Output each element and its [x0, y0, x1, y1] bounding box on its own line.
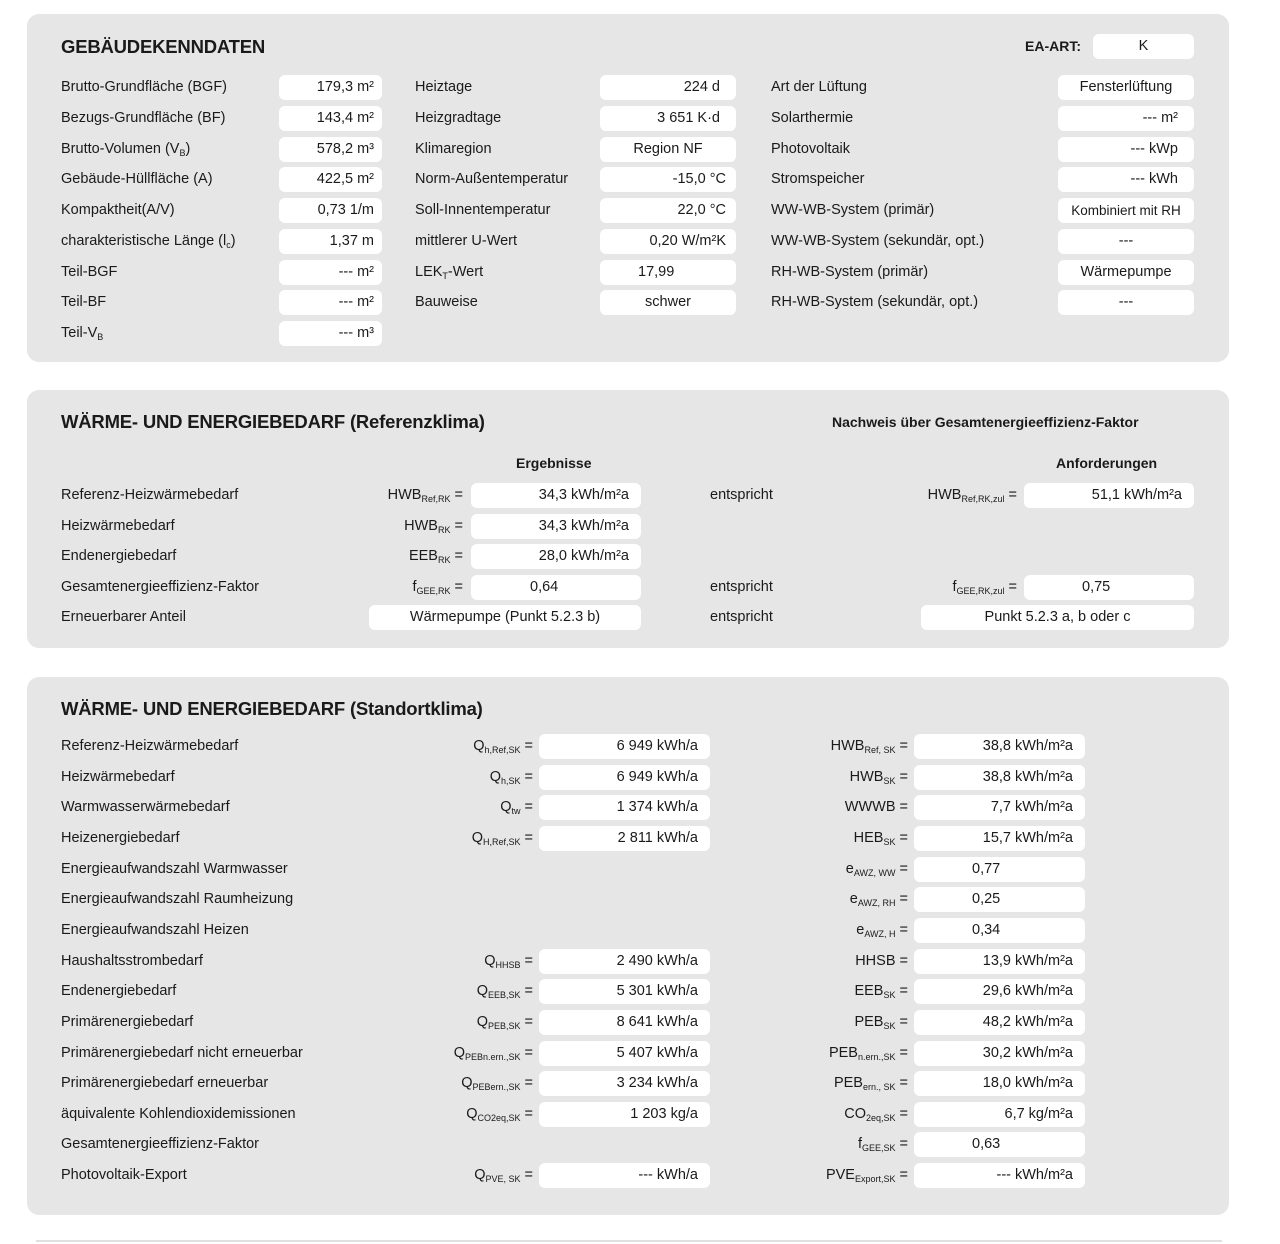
q-formula — [397, 830, 533, 846]
symbol-subscript: H,Ref,SK — [482, 836, 521, 847]
symbol: e — [856, 921, 865, 938]
symbol: Q — [500, 799, 512, 816]
equals: = — [450, 548, 463, 564]
symbol-subscript: SK — [883, 1020, 896, 1031]
standort-label: Energieaufwandszahl Warmwasser — [61, 860, 288, 877]
specific-value: 18,0 kWh/m²a — [914, 1071, 1085, 1096]
specific-value: 30,2 kWh/m²a — [914, 1041, 1085, 1066]
q-formula — [397, 953, 533, 969]
divider — [36, 1240, 1222, 1242]
kenndaten-value: --- m² — [279, 260, 382, 285]
specific-value: 38,8 kWh/m²a — [914, 734, 1085, 759]
specific-formula — [767, 1167, 908, 1183]
symbol-subscript: 2eq,SK — [865, 1112, 896, 1123]
label-text: Klimaregion — [415, 140, 492, 157]
specific-value: 0,77 — [914, 857, 1085, 882]
label-text: Gebäude-Hüllfläche (A) — [61, 171, 213, 188]
kenndaten-label — [61, 325, 103, 341]
specific-value: 38,8 kWh/m²a — [914, 765, 1085, 790]
q-value: 2 490 kWh/a — [539, 949, 710, 974]
q-value: 2 811 kWh/a — [539, 826, 710, 851]
referenz-label: Heizwärmebedarf — [61, 517, 175, 534]
q-formula — [397, 769, 533, 785]
label-text-suffix: ) — [230, 232, 236, 249]
referenz-value: 0,64 — [471, 575, 641, 600]
standort-label: äquivalente Kohlendioxidemissionen — [61, 1105, 296, 1122]
symbol: EEB — [408, 548, 438, 564]
equals: = — [520, 983, 533, 1000]
gebaeudekenndaten-panel — [27, 14, 1229, 362]
equals: = — [895, 921, 908, 938]
equals: = — [895, 1136, 908, 1153]
symbol: PVE — [825, 1167, 855, 1184]
kenndaten-value: --- kWh — [1058, 167, 1194, 192]
specific-formula — [767, 738, 908, 754]
equals: = — [895, 983, 908, 1000]
q-formula — [397, 1014, 533, 1030]
q-formula — [397, 1045, 533, 1061]
kenndaten-label — [415, 79, 472, 95]
kenndaten-label — [415, 233, 517, 249]
label-subscript: c — [226, 239, 231, 250]
kenndaten-value: 578,2 m³ — [279, 137, 382, 162]
symbol-subscript: PEBern.,SK — [472, 1082, 521, 1093]
kenndaten-value: schwer — [600, 290, 736, 315]
symbol-subscript: SK — [883, 775, 896, 786]
specific-formula — [767, 1014, 908, 1030]
specific-value: 0,25 — [914, 887, 1085, 912]
specific-value: 15,7 kWh/m²a — [914, 826, 1085, 851]
symbol-subscript: n.ern.,SK — [857, 1051, 896, 1062]
ergebnisse-header: Ergebnisse — [516, 455, 592, 471]
kenndaten-label: Art der Lüftung — [771, 79, 867, 95]
standort-label: Energieaufwandszahl Raumheizung — [61, 891, 294, 908]
specific-formula — [767, 983, 908, 999]
kenndaten-value: --- — [1058, 229, 1194, 254]
label-text: Heiztage — [415, 79, 473, 95]
equals: = — [895, 768, 908, 785]
referenz-label: Referenz-Heizwärmebedarf — [61, 487, 239, 503]
symbol: Q — [473, 738, 485, 754]
standort-label: Haushaltsstrombedarf — [61, 952, 203, 969]
kenndaten-value: Fensterlüftung — [1058, 75, 1194, 100]
symbol-subscript: SK — [883, 836, 896, 847]
equals: = — [895, 1105, 908, 1122]
referenz-value: 28,0 kWh/m²a — [471, 544, 641, 569]
standort-label: Photovoltaik-Export — [61, 1167, 187, 1184]
equals: = — [895, 829, 908, 846]
referenz-label: Gesamtenergieeffizienz-Faktor — [61, 578, 259, 595]
symbol-subscript: AWZ, WW — [853, 867, 896, 878]
q-formula — [397, 1167, 533, 1183]
standort-label: Heizenergiebedarf — [61, 829, 180, 846]
equals: = — [450, 578, 463, 595]
symbol: CO — [844, 1105, 866, 1122]
anforderung-value: 0,75 — [1024, 575, 1194, 600]
q-value: 1 203 kg/a — [539, 1102, 710, 1127]
referenz-formula — [327, 548, 463, 564]
specific-value: 6,7 kg/m²a — [914, 1102, 1085, 1127]
kenndaten-label — [61, 171, 213, 187]
symbol: e — [845, 860, 854, 877]
symbol: EEB — [854, 983, 884, 1000]
symbol: Q — [461, 1075, 473, 1092]
specific-formula — [767, 1106, 908, 1122]
equals: = — [450, 487, 463, 503]
specific-formula — [767, 769, 908, 785]
panel-title: WÄRME- UND ENERGIEBEDARF (Standortklima) — [61, 698, 483, 719]
specific-formula — [767, 891, 908, 907]
kenndaten-value: Wärmepumpe — [1058, 260, 1194, 285]
label-text: Teil-V — [61, 325, 98, 341]
symbol-subscript: GEE,SK — [861, 1143, 896, 1154]
equals: = — [895, 1167, 908, 1184]
kenndaten-value: --- — [1058, 290, 1194, 315]
kenndaten-value: --- m² — [279, 290, 382, 315]
symbol-subscript: RK — [437, 524, 451, 535]
symbol: PEB — [854, 1013, 884, 1030]
kenndaten-label — [61, 233, 236, 249]
kenndaten-label — [61, 110, 225, 126]
symbol: WWWB — [844, 799, 896, 816]
anforderung-formula — [877, 487, 1017, 503]
specific-value: 48,2 kWh/m²a — [914, 1010, 1085, 1035]
kenndaten-label — [61, 294, 106, 310]
equals: = — [520, 799, 533, 816]
symbol-subscript: h,Ref,SK — [484, 745, 521, 755]
label-text: Teil-BF — [61, 294, 107, 311]
symbol: HWB — [404, 517, 438, 534]
q-formula — [397, 799, 533, 815]
ea-art-label: EA-ART: — [1025, 38, 1081, 54]
referenz-label: Endenergiebedarf — [61, 548, 177, 564]
q-formula — [397, 738, 533, 754]
equals: = — [520, 952, 533, 969]
kenndaten-label — [415, 202, 550, 218]
equals: = — [520, 1167, 533, 1184]
specific-formula — [767, 799, 908, 815]
symbol: Q — [453, 1044, 465, 1061]
kenndaten-value: Region NF — [600, 137, 736, 162]
anforderung-value: 51,1 kWh/m²a — [1024, 483, 1194, 508]
standort-label: Warmwasserwärmebedarf — [61, 799, 230, 816]
symbol-subscript: PEB,SK — [487, 1020, 521, 1031]
specific-value: --- kWh/m²a — [914, 1163, 1085, 1188]
specific-formula — [767, 830, 908, 846]
kenndaten-value: 22,0 °C — [600, 198, 736, 223]
equals: = — [895, 1013, 908, 1030]
standort-label: Heizwärmebedarf — [61, 768, 175, 785]
kenndaten-label — [61, 264, 117, 280]
specific-formula — [767, 1045, 908, 1061]
symbol-subscript: Ref,RK,zul — [961, 494, 1005, 504]
symbol: HWB — [927, 487, 962, 503]
symbol: Q — [476, 983, 488, 1000]
equals: = — [520, 1105, 533, 1122]
symbol-subscript: ern., SK — [862, 1082, 896, 1093]
kenndaten-value: Kombiniert mit RH — [1058, 198, 1194, 223]
anforderung-formula — [877, 579, 1017, 595]
kenndaten-label: Solarthermie — [771, 109, 854, 126]
kenndaten-label: Stromspeicher — [771, 171, 865, 188]
specific-value: 7,7 kWh/m²a — [914, 795, 1085, 820]
referenz-formula — [327, 518, 463, 534]
equals: = — [1004, 578, 1017, 595]
specific-formula — [767, 1075, 908, 1091]
symbol: f — [857, 1136, 862, 1153]
ea-art-value: K — [1093, 34, 1194, 59]
equals: = — [895, 1075, 908, 1092]
q-value: 1 374 kWh/a — [539, 795, 710, 820]
symbol: Q — [489, 768, 501, 785]
symbol: HWB — [830, 738, 865, 754]
kenndaten-value: --- m² — [1058, 106, 1194, 131]
label-text: Teil-BGF — [61, 263, 118, 280]
symbol-subscript: RK — [437, 555, 451, 565]
kenndaten-label — [415, 110, 501, 126]
label-text-suffix: -Wert — [447, 263, 484, 280]
symbol: f — [412, 578, 417, 595]
kenndaten-label — [61, 202, 175, 218]
q-value: 8 641 kWh/a — [539, 1010, 710, 1035]
specific-value: 0,63 — [914, 1132, 1085, 1157]
symbol-subscript: AWZ, H — [864, 928, 896, 939]
status-text: entspricht — [710, 487, 773, 503]
kenndaten-label: WW-WB-System (sekundär, opt.) — [771, 232, 985, 249]
kenndaten-label: Photovoltaik — [771, 140, 850, 157]
q-formula — [397, 1075, 533, 1091]
label-text-suffix: ) — [185, 140, 191, 157]
kenndaten-label — [61, 79, 227, 95]
status-text: entspricht — [710, 609, 773, 625]
specific-formula — [767, 922, 908, 938]
equals: = — [520, 1044, 533, 1061]
kenndaten-label — [415, 141, 492, 157]
symbol-subscript: PEBn.ern.,SK — [464, 1051, 521, 1062]
standort-label: Primärenergiebedarf — [61, 1013, 194, 1030]
standort-label: Energieaufwandszahl Heizen — [61, 921, 249, 938]
kenndaten-label — [415, 171, 568, 187]
panel-title: GEBÄUDEKENNDATEN — [61, 36, 266, 57]
label-text: Heizgradtage — [415, 109, 502, 126]
symbol-subscript: tw — [511, 806, 521, 817]
kenndaten-value: 3 651 K·d — [600, 106, 736, 131]
label-text: mittlerer U-Wert — [415, 232, 518, 249]
kenndaten-label — [415, 264, 483, 280]
symbol: Q — [474, 1167, 486, 1184]
symbol: Q — [466, 1105, 478, 1122]
label-text: charakteristische Länge (l — [61, 232, 227, 249]
equals: = — [895, 952, 908, 969]
standortklima-panel — [27, 677, 1229, 1215]
standort-label: Primärenergiebedarf erneuerbar — [61, 1075, 269, 1092]
referenz-formula — [327, 579, 463, 595]
symbol: PEB — [828, 1044, 858, 1061]
referenz-value: 34,3 kWh/m²a — [471, 483, 641, 508]
kenndaten-label — [415, 294, 478, 310]
kenndaten-value: 143,4 m² — [279, 106, 382, 131]
equals: = — [520, 738, 533, 754]
kenndaten-value: 17,99 — [600, 260, 736, 285]
label-text: Bauweise — [415, 294, 478, 311]
kenndaten-label: WW-WB-System (primär) — [771, 202, 935, 218]
panel-title: WÄRME- UND ENERGIEBEDARF (Referenzklima) — [61, 411, 485, 432]
kenndaten-label: RH-WB-System (primär) — [771, 263, 929, 280]
symbol-subscript: Export,SK — [854, 1174, 896, 1185]
label-subscript: B — [179, 147, 186, 158]
equals: = — [895, 1044, 908, 1061]
q-value: 6 949 kWh/a — [539, 765, 710, 790]
symbol-subscript: GEE,RK — [416, 585, 451, 596]
standort-label: Gesamtenergieeffizienz-Faktor — [61, 1136, 259, 1153]
label-subscript: B — [97, 332, 104, 342]
kenndaten-value: 0,73 1/m — [279, 198, 382, 223]
equals: = — [895, 799, 908, 816]
anforderung-value: Punkt 5.2.3 a, b oder c — [921, 605, 1194, 630]
q-value: --- kWh/a — [539, 1163, 710, 1188]
symbol: HEB — [853, 829, 884, 846]
specific-formula — [767, 1136, 908, 1152]
specific-formula — [767, 861, 908, 877]
q-formula — [397, 983, 533, 999]
symbol: Q — [471, 829, 483, 846]
anforderungen-header: Anforderungen — [1056, 455, 1158, 471]
symbol-subscript: h,SK — [500, 775, 521, 786]
q-value: 5 407 kWh/a — [539, 1041, 710, 1066]
kenndaten-value: 1,37 m — [279, 229, 382, 254]
equals: = — [1004, 487, 1017, 503]
symbol-subscript: GEE,RK,zul — [956, 585, 1005, 596]
specific-value: 29,6 kWh/m²a — [914, 979, 1085, 1004]
symbol-subscript: PVE, SK — [485, 1174, 521, 1185]
equals: = — [895, 891, 908, 908]
standort-label: Primärenergiebedarf nicht erneuerbar — [61, 1044, 303, 1061]
kenndaten-value: --- m³ — [279, 321, 382, 346]
symbol: e — [849, 891, 858, 908]
equals: = — [895, 860, 908, 877]
kenndaten-value: 179,3 m² — [279, 75, 382, 100]
symbol-subscript: Ref, SK — [864, 745, 896, 755]
symbol-subscript: AWZ, RH — [857, 898, 896, 909]
label-text: Soll-Innentemperatur — [415, 202, 551, 218]
equals: = — [895, 738, 908, 754]
symbol-subscript: SK — [883, 990, 896, 1001]
specific-formula — [767, 953, 908, 969]
kenndaten-label: RH-WB-System (sekundär, opt.) — [771, 294, 979, 311]
referenz-value: Wärmepumpe (Punkt 5.2.3 b) — [369, 605, 641, 630]
symbol: HWB — [387, 487, 422, 503]
equals: = — [520, 829, 533, 846]
label-subscript: T — [442, 270, 448, 281]
kenndaten-value: 422,5 m² — [279, 167, 382, 192]
q-formula — [397, 1106, 533, 1122]
referenz-label: Erneuerbarer Anteil — [61, 609, 186, 625]
label-text: Kompaktheit(A/V) — [61, 202, 175, 218]
symbol: f — [952, 578, 957, 595]
symbol-subscript: CO2eq,SK — [477, 1112, 521, 1123]
symbol: PEB — [833, 1075, 863, 1092]
equals: = — [520, 1013, 533, 1030]
symbol: HWB — [849, 768, 884, 785]
symbol-subscript: EEB,SK — [487, 990, 521, 1001]
symbol: Q — [476, 1013, 488, 1030]
q-value: 6 949 kWh/a — [539, 734, 710, 759]
equals: = — [520, 1075, 533, 1092]
label-text: LEK — [415, 263, 443, 280]
label-text: Brutto-Grundfläche (BGF) — [61, 79, 227, 95]
kenndaten-value: 224 d — [600, 75, 736, 100]
symbol: Q — [484, 952, 496, 969]
kenndaten-value: --- kWp — [1058, 137, 1194, 162]
symbol: HHSB — [855, 952, 896, 969]
nachweis-label: Nachweis über Gesamtenergieeffizienz-Faktor — [832, 414, 1139, 430]
standort-label: Endenergiebedarf — [61, 983, 177, 1000]
standort-label: Referenz-Heizwärmebedarf — [61, 738, 239, 754]
q-value: 3 234 kWh/a — [539, 1071, 710, 1096]
label-text: Norm-Außentemperatur — [415, 171, 569, 188]
q-value: 5 301 kWh/a — [539, 979, 710, 1004]
specific-value: 0,34 — [914, 918, 1085, 943]
equals: = — [450, 517, 463, 534]
specific-value: 13,9 kWh/m²a — [914, 949, 1085, 974]
referenz-formula — [327, 487, 463, 503]
referenzklima-panel — [27, 390, 1229, 648]
kenndaten-value: 0,20 W/m²K — [600, 229, 736, 254]
label-text: Brutto-Volumen (V — [61, 140, 180, 157]
referenz-value: 34,3 kWh/m²a — [471, 514, 641, 539]
label-text: Bezugs-Grundfläche (BF) — [61, 109, 226, 126]
kenndaten-value: -15,0 °C — [600, 167, 736, 192]
equals: = — [520, 768, 533, 785]
kenndaten-label — [61, 141, 190, 157]
symbol-subscript: HHSB — [495, 959, 521, 970]
status-text: entspricht — [710, 578, 773, 595]
symbol-subscript: Ref,RK — [421, 494, 451, 504]
